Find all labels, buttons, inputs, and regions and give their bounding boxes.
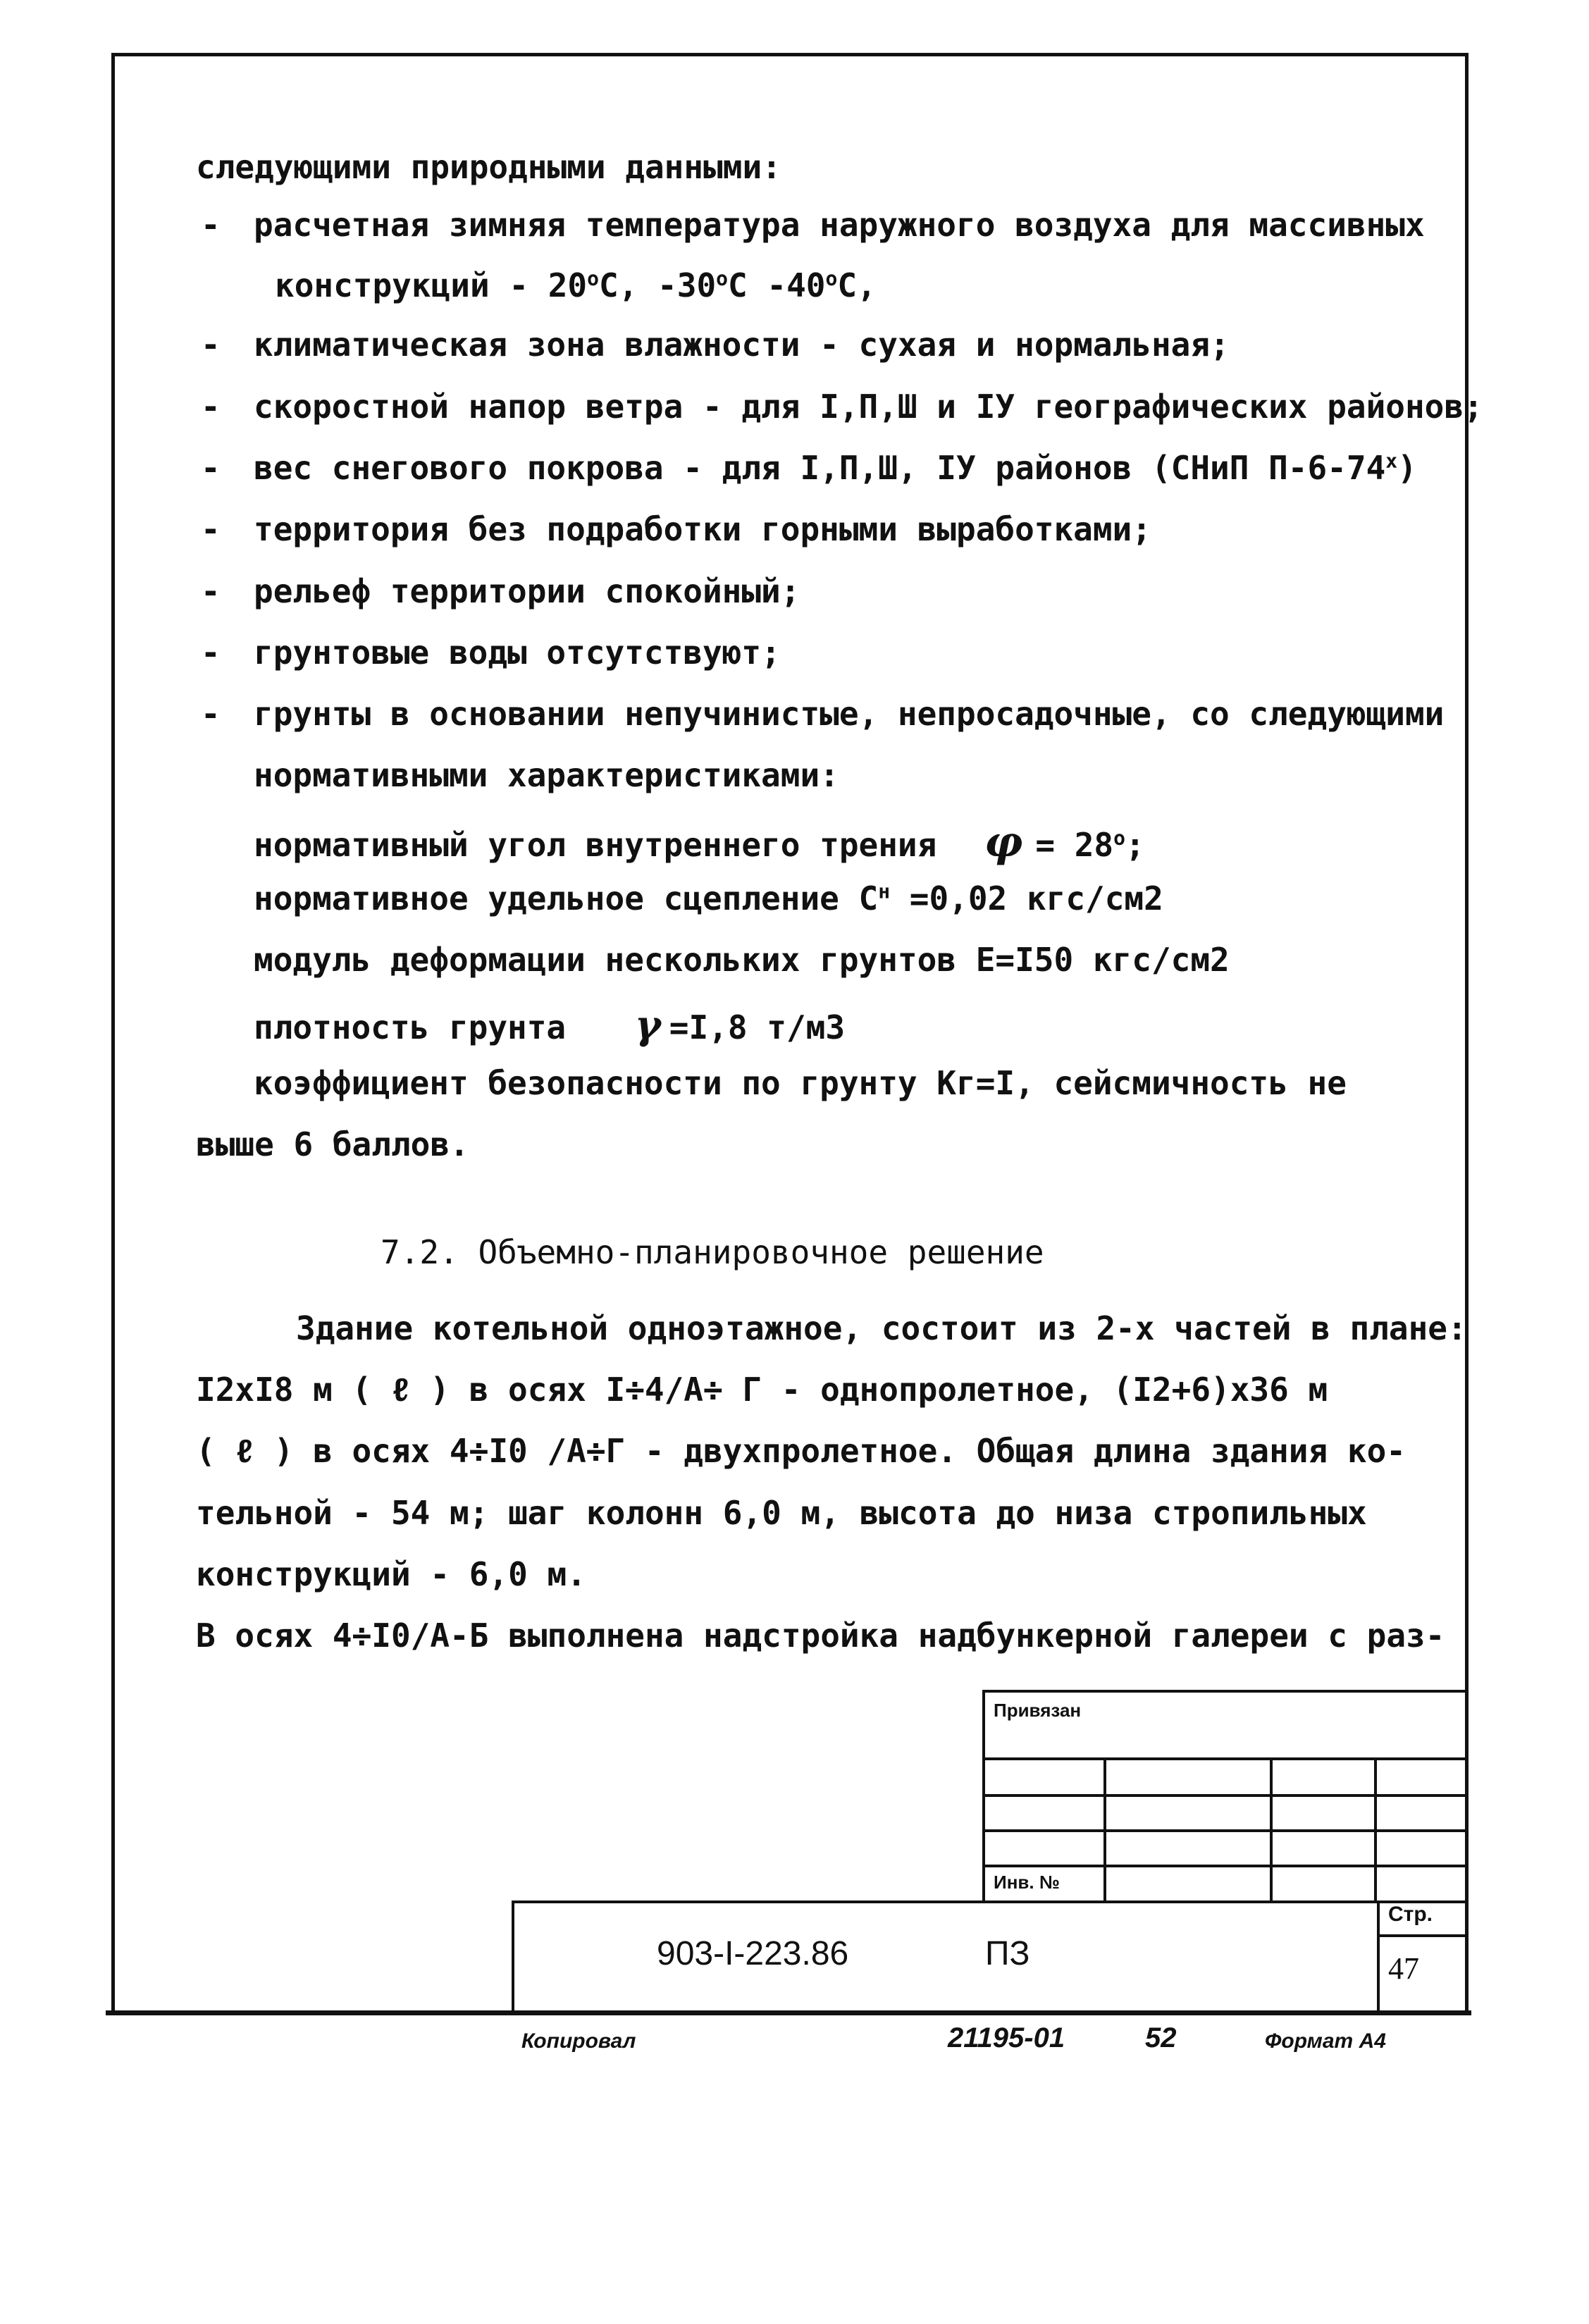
para-line-4: тельной - 54 м; шаг колонн 6,0 м, высота до низа стропильных [196, 1494, 1367, 1532]
bullet-wind-pressure: скоростной напор ветра - для I,П,Ш и IУ географических районов; [254, 388, 1483, 426]
bullet-humidity-zone: климатическая зона влажности - сухая и нормальная; [254, 326, 1230, 364]
bullet-soils: грунты в основании непучинистые, непросадочные, со следующими [254, 695, 1445, 733]
format-label: Формат А4 [1265, 2029, 1386, 2053]
para-line-3: ( ℓ ) в осях 4÷I0 /А÷Г - двухпролетное. Общая длина здания ко- [196, 1432, 1406, 1470]
bullet-relief: рельеф территории спокойный; [254, 572, 800, 610]
para-line-2: I2хI8 м ( ℓ ) в осях I÷4/А÷ Г - однопролетное, (I2+6)х36 м [196, 1371, 1328, 1409]
approved-label: Привязан [994, 1700, 1082, 1721]
soil-cohesion: нормативное удельное сцепление $С^н =0,02$ кгс/см2 [254, 879, 1163, 917]
bullet-dash: - [201, 326, 221, 364]
bullet-undermining: территория без подработки горными выработками; [254, 510, 1151, 548]
document-section: ПЗ [985, 1935, 1030, 1972]
copied-by-label: Копировал [521, 2029, 636, 2053]
soil-safety-coefficient: коэффициент безопасности по грунту Кг=I, сейсмичность не [254, 1064, 1347, 1102]
page-number: 47 [1388, 1951, 1419, 1986]
bullet-dash: - [201, 510, 221, 548]
bullet-snow-load: вес снегового покрова - для I,П,Ш, IУ районов (СНиП $П-6-74^х$) [254, 449, 1417, 487]
sheet-number: 52 [1145, 2022, 1177, 2053]
bullet-winter-temp: расчетная зимняя температура наружного воздуха для массивных [254, 206, 1425, 244]
para-line-6: В осях 4÷I0/А-Б выполнена надстройка надбункерной галереи с раз- [196, 1617, 1445, 1655]
document-code: 903-I-223.86 [657, 1935, 849, 1972]
bullet-dash: - [201, 695, 221, 733]
page-label: Стр. [1388, 1903, 1433, 1926]
bullet-dash: - [201, 633, 221, 672]
soil-density: плотность грунта γ =I,8 т/м3 [254, 1002, 846, 1049]
bullet-dash: - [201, 449, 221, 487]
soil-deformation-modulus: модуль деформации нескольких грунтов Е=I50 кгс/см2 [254, 941, 1230, 979]
inventory-number-label: Инв. № [994, 1872, 1060, 1893]
para-line-1: Здание котельной одноэтажное, состоит из 2-х частей в плане: [296, 1309, 1467, 1347]
seismic-rating: выше 6 баллов. [196, 1125, 469, 1163]
para-line-5: конструкций - 6,0 м. [196, 1555, 586, 1593]
approval-stamp [982, 1690, 1469, 1901]
bullet-winter-temp-values: конструкций - $20^оС$, $-30^оС$ $-40^оС$, [275, 266, 877, 304]
section-heading: 7.2. Объемно-планировочное решение [381, 1233, 1044, 1271]
order-number: 21195-01 [948, 2022, 1065, 2053]
bullet-groundwater: грунтовые воды отсутствуют; [254, 633, 781, 672]
intro-line: следующими природными данными: [196, 148, 781, 186]
bullet-dash: - [201, 206, 221, 244]
bullet-dash: - [201, 388, 221, 426]
bullet-dash: - [201, 572, 221, 610]
bullet-soils-cont: нормативными характеристиками: [254, 756, 839, 794]
soil-friction-angle: нормативный угол внутреннего трения $\varphi = 28^о$; [254, 817, 1145, 867]
